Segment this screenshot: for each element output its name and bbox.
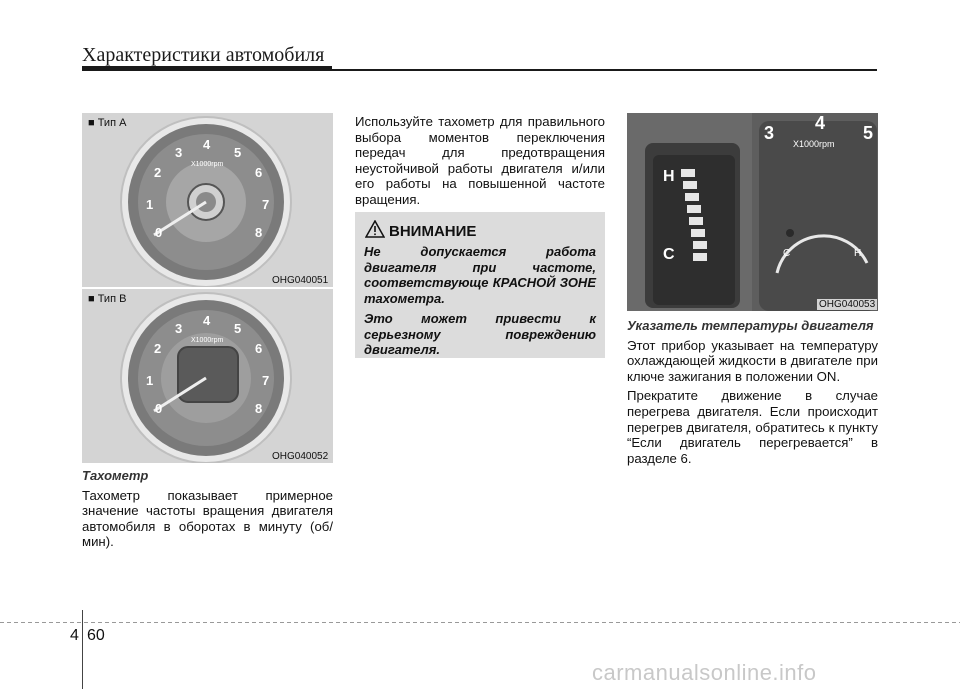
temp-tick-label-3: 3	[764, 123, 775, 143]
tachometer-description	[82, 468, 333, 554]
chapter-number: 4	[70, 627, 79, 644]
temperature-gauge-figure	[627, 113, 878, 311]
tick-label-4: 4	[203, 137, 211, 152]
tick-label-1: 1	[146, 197, 154, 212]
tachometer-unit-label: X1000rpm	[191, 337, 224, 344]
figure-code: OHG040051	[272, 275, 329, 286]
figure-label: ■ Тип B	[88, 293, 127, 305]
tachometer-type-a-figure	[82, 113, 333, 287]
temperature-paragraph-1: Этот прибор указывает на температуру охлаждающей жидкости в двигателе при ключе зажигания в положении ON.	[627, 337, 878, 384]
tick-label-3: 3	[175, 321, 183, 336]
tachometer-type-b-gauge	[82, 289, 333, 463]
temp-unit-label: X1000rpm	[793, 139, 835, 149]
warning-box	[355, 212, 605, 358]
temperature-cold-label: C	[663, 246, 675, 263]
header-rule-thin	[332, 69, 877, 71]
tick-label-7: 7	[262, 373, 270, 388]
usage-paragraph: Используйте тахометр для правильного выбора моментов переключения передач для предотвращения неустойчивой работы двигателя и/или его работы на повышенной частоте вращения.	[355, 114, 605, 207]
figure-code: OHG040052	[272, 451, 329, 462]
warning-triangle-icon	[365, 220, 385, 238]
warning-paragraph-2: Это может привести к серьезному повреждению двигателя.	[364, 311, 596, 357]
tachometer-type-a-gauge	[82, 113, 333, 287]
figure-code: OHG040053	[819, 299, 876, 310]
tachometer-type-b-figure	[82, 289, 333, 463]
tachometer-unit-label: X1000rpm	[191, 161, 224, 168]
tick-label-5: 5	[234, 145, 242, 160]
warning-paragraph-1: Не допускается работа двигателя при частоте, соответствующе КРАСНОЙ ЗОНЕ тахометра.	[364, 244, 596, 306]
tick-label-2: 2	[154, 165, 162, 180]
tick-label-2: 2	[154, 341, 162, 356]
temp-tick-label-4: 4	[815, 113, 826, 133]
warning-text	[364, 244, 596, 363]
page-number: 60	[87, 627, 105, 644]
tick-label-3: 3	[175, 145, 183, 160]
warning-title: ВНИМАНИЕ	[389, 223, 477, 240]
temperature-hot-label: H	[663, 168, 675, 185]
tick-label-8: 8	[255, 225, 263, 240]
tachometer-paragraph: Тахометр показывает примерное значение частоты вращения двигателя автомобиля в оборотах в минуту (об/мин).	[82, 487, 333, 550]
temperature-description	[627, 318, 878, 470]
temperature-gauge-illustration	[627, 113, 878, 311]
temp-hot-small-label: H	[854, 248, 862, 259]
page-header-title: Характеристики автомобиля	[82, 44, 325, 66]
tick-label-4: 4	[203, 313, 211, 328]
section-heading-temperature: Указатель температуры двигателя	[627, 318, 874, 333]
tick-label-0: 0	[155, 225, 163, 240]
watermark: carmanualsonline.info	[592, 660, 817, 685]
tick-label-6: 6	[255, 165, 263, 180]
tick-label-8: 8	[255, 401, 263, 416]
temp-tick-label-5: 5	[863, 123, 874, 143]
tick-label-0: 0	[155, 401, 163, 416]
page-number-divider	[82, 610, 83, 689]
footer-rule	[0, 622, 960, 623]
section-heading-tachometer: Тахометр	[82, 468, 149, 483]
temperature-paragraph-2: Прекратите движение в случае перегрева двигателя. Если происходит перегрев двигателя, обратитесь к пункту “Если двигатель перегревается” в разделе 6.	[627, 388, 878, 466]
tick-label-5: 5	[234, 321, 242, 336]
tick-label-6: 6	[255, 341, 263, 356]
tick-label-7: 7	[262, 197, 270, 212]
header-rule	[82, 66, 332, 71]
tachometer-usage-text	[355, 114, 605, 212]
temp-cold-small-label: C	[783, 248, 791, 259]
tick-label-1: 1	[146, 373, 154, 388]
figure-label: ■ Тип A	[88, 117, 127, 129]
